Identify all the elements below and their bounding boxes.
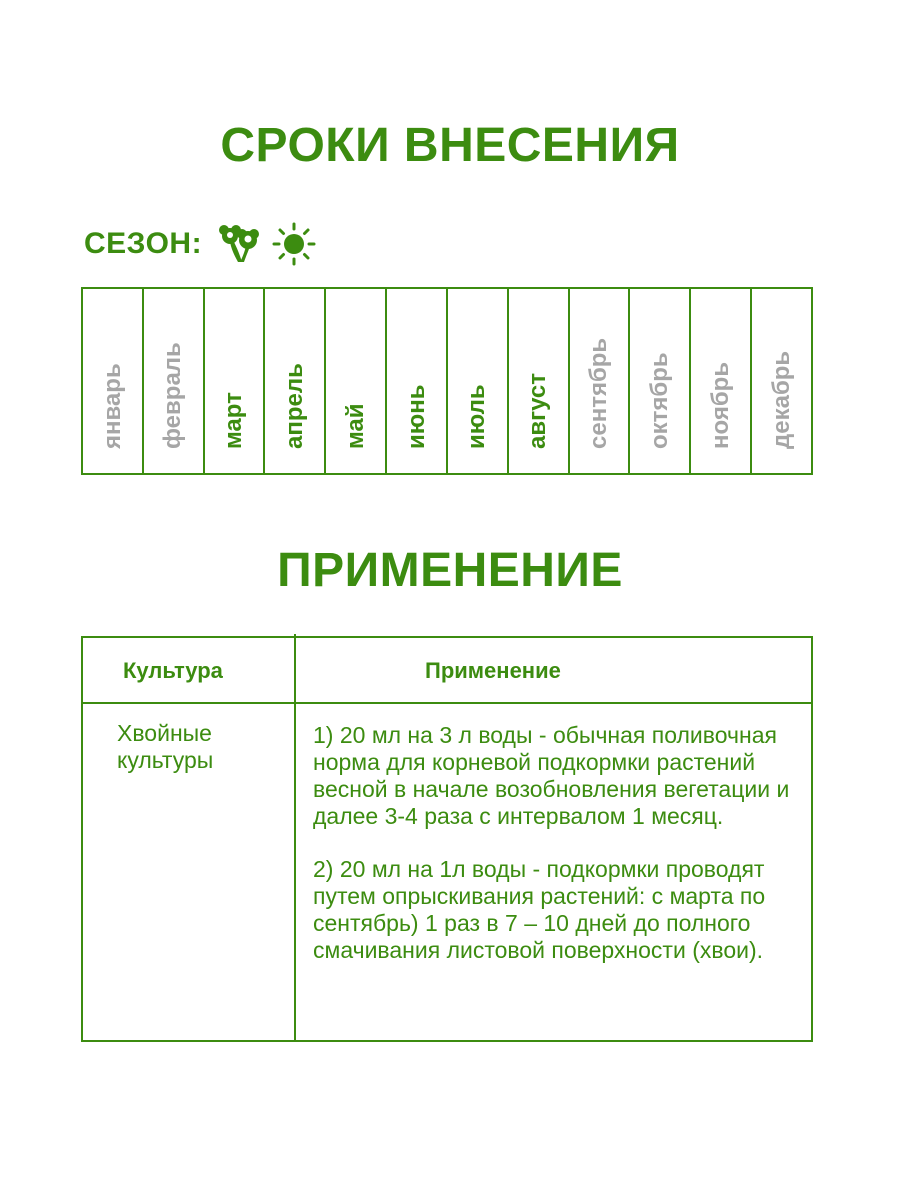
month-label: май xyxy=(341,403,369,449)
season-row xyxy=(84,222,326,266)
month-cell xyxy=(324,289,385,473)
month-label: январь xyxy=(98,363,126,449)
application-title: ПРИМЕНЕНИЕ xyxy=(277,544,623,597)
month-label: февраль xyxy=(159,342,187,449)
month-cell xyxy=(142,289,203,473)
header-culture: Культура xyxy=(123,658,223,683)
month-label: ноябрь xyxy=(706,361,734,449)
column-divider xyxy=(294,634,296,1042)
month-cell xyxy=(628,289,689,473)
month-cell xyxy=(446,289,507,473)
month-label: апрель xyxy=(280,363,308,449)
month-cell xyxy=(689,289,750,473)
month-cell xyxy=(568,289,629,473)
month-label: декабрь xyxy=(767,350,795,449)
application-table xyxy=(81,636,813,1042)
header-divider xyxy=(83,702,811,704)
month-cell xyxy=(385,289,446,473)
usage-paragraph: 1) 20 мл на 3 л воды - обычная поливочная норма для корневой подкормки растений весной в начале возобновления вегетации и далее 3-4 раза с интервалом 1 месяц. xyxy=(313,722,790,829)
month-label: август xyxy=(524,373,552,449)
season-icons xyxy=(218,222,326,266)
month-cell xyxy=(750,289,811,473)
month-label: сентябрь xyxy=(585,337,613,449)
header-usage: Применение xyxy=(425,658,561,683)
flower-icon xyxy=(218,224,262,264)
month-cell xyxy=(507,289,568,473)
month-cell xyxy=(203,289,264,473)
usage-cell xyxy=(313,722,803,990)
season-label: СЕЗОН: xyxy=(84,227,203,260)
month-cell xyxy=(83,289,142,473)
month-label: июнь xyxy=(402,384,430,449)
month-label: октябрь xyxy=(645,352,673,449)
sun-icon xyxy=(272,222,316,266)
month-label: июль xyxy=(463,384,491,449)
culture-cell: Хвойные культуры xyxy=(117,720,214,773)
months-table xyxy=(81,287,813,475)
usage-paragraph: 2) 20 мл на 1л воды - подкормки проводят путем опрыскивания растений: с марта по сентябрь) 1 раз в 7 – 10 дней до полного смачивания листовой поверхности (хвои). xyxy=(313,856,766,963)
month-cell xyxy=(263,289,324,473)
timing-title: СРОКИ ВНЕСЕНИЯ xyxy=(220,119,680,172)
month-label: март xyxy=(220,392,248,449)
